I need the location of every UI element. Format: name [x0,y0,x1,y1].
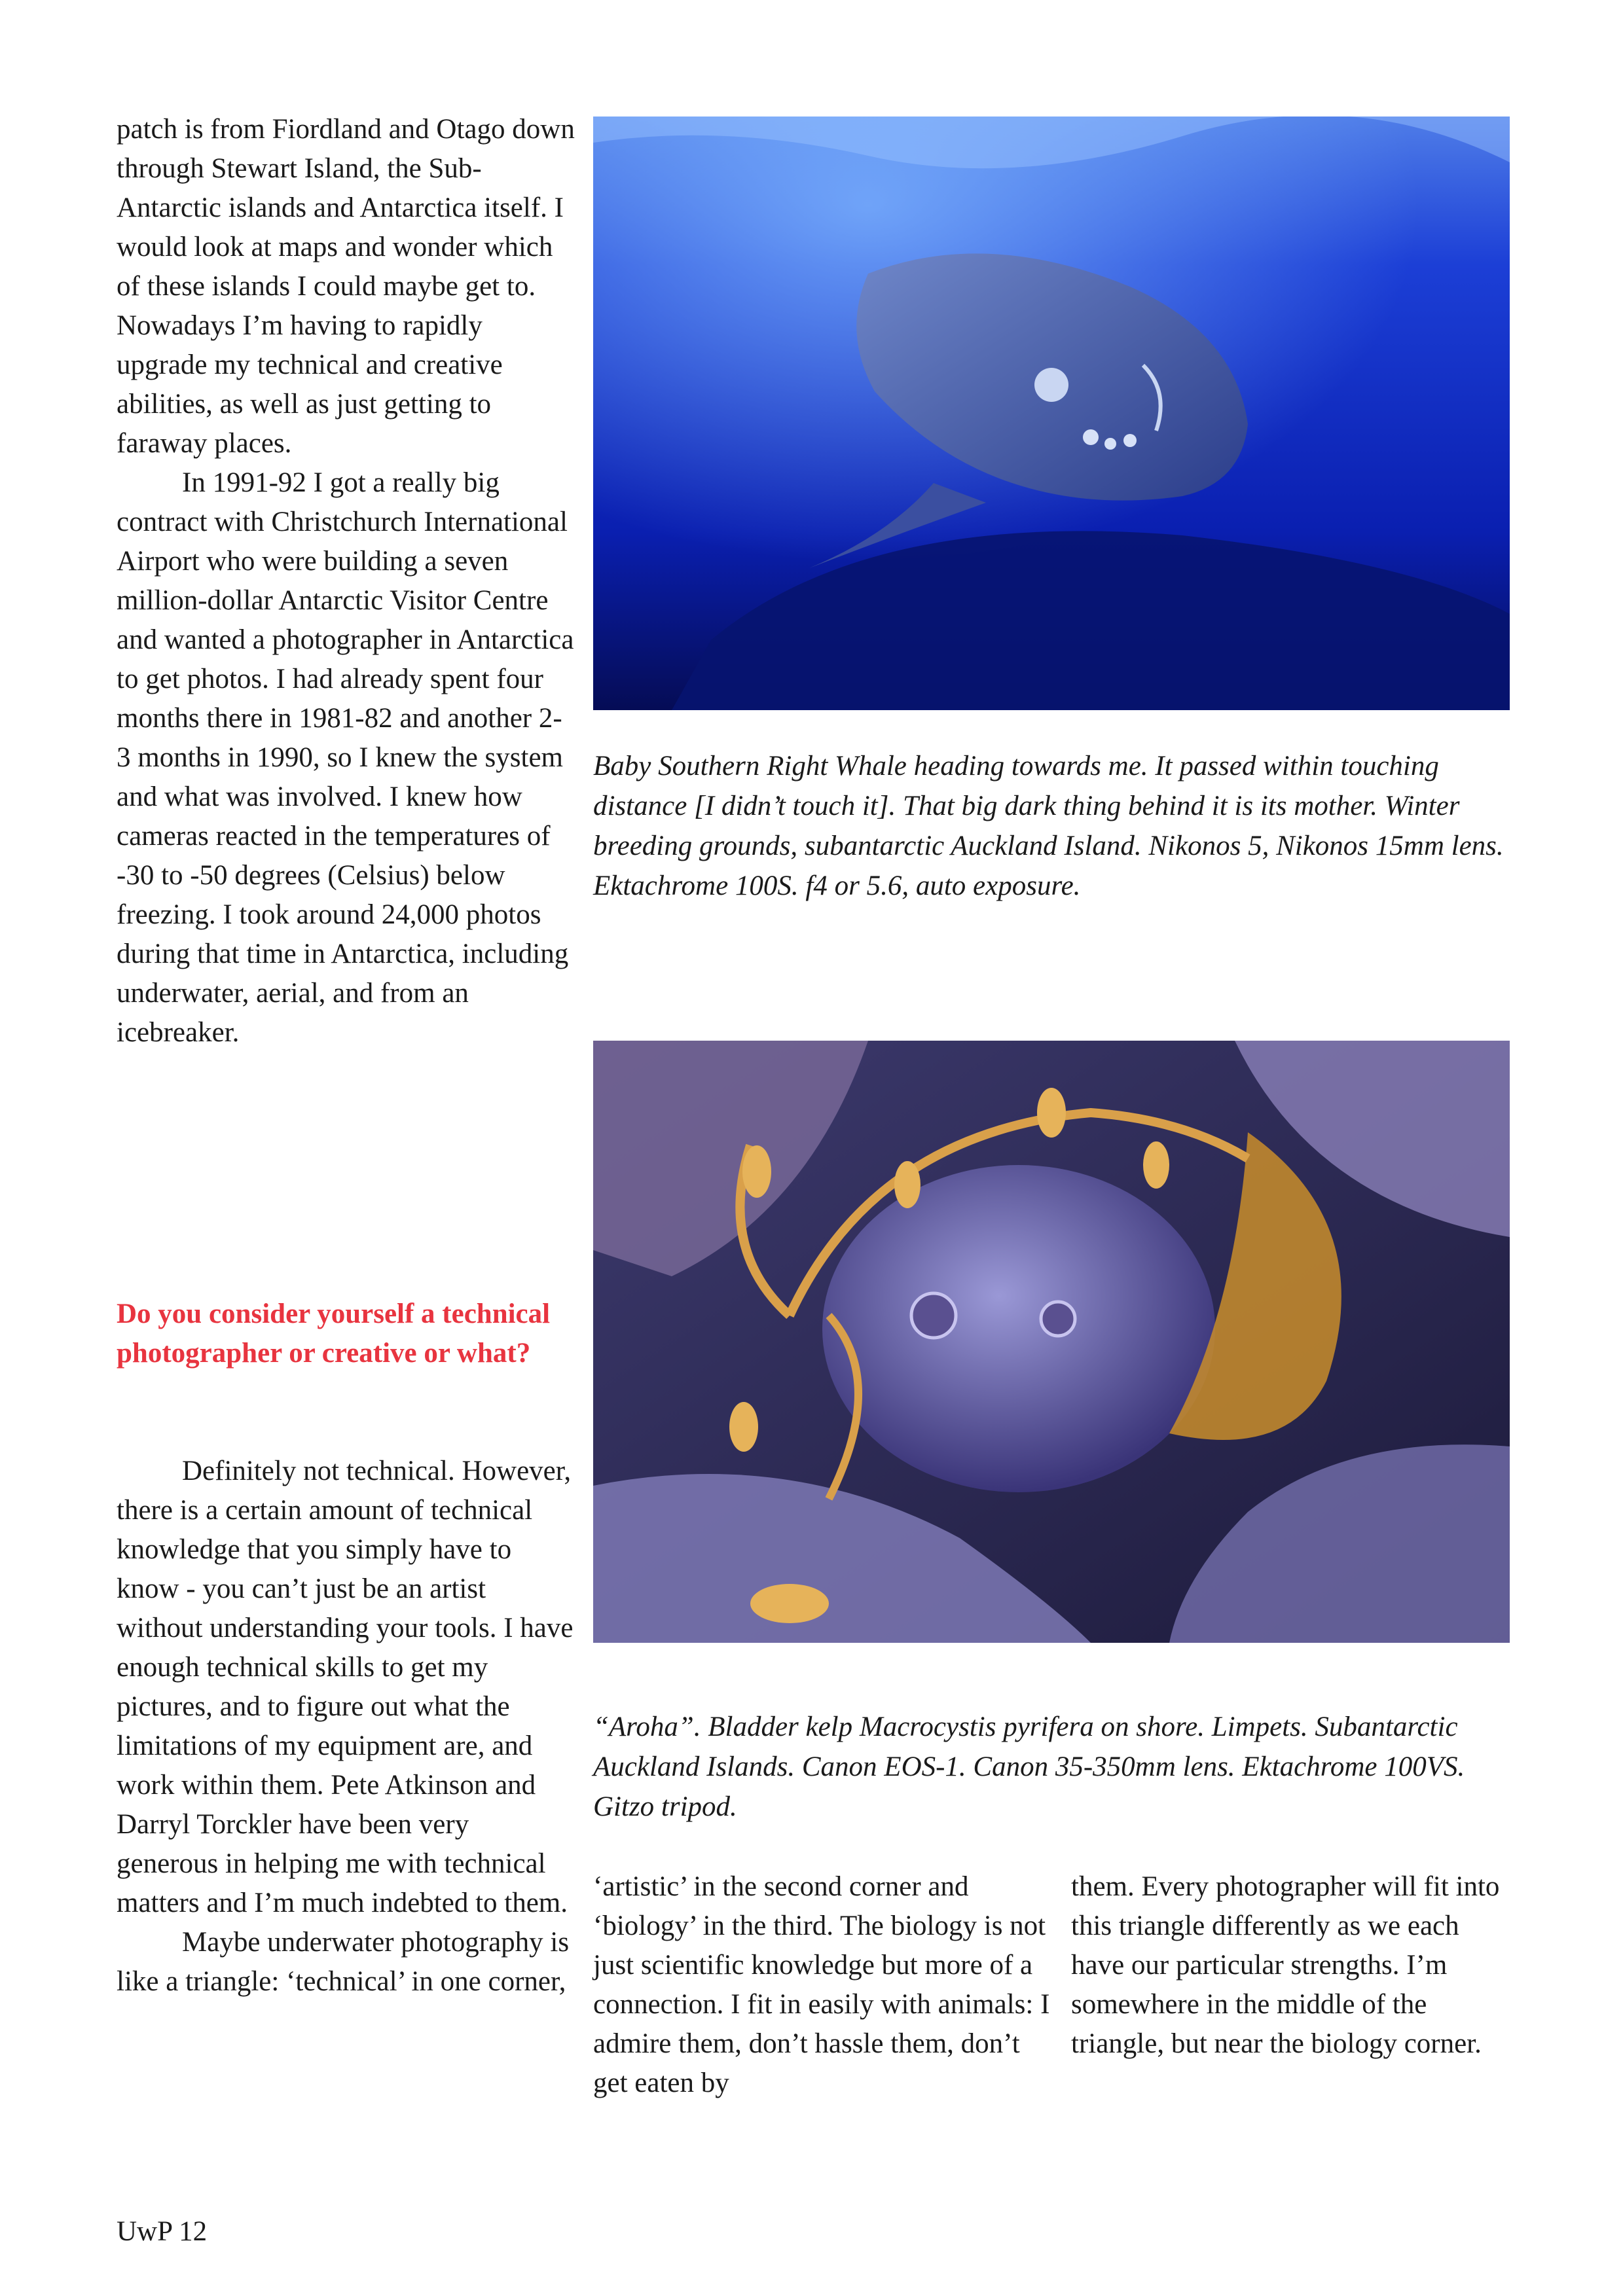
middle-column-text: ‘artistic’ in the second corner and ‘biology’ in the third. The biology is not just scientific knowledge but more of a connection. I fit in easily with animals: I admire them, don’t hassle them, don’t get eaten by [593,1871,1050,2098]
page-number: UwP 12 [117,2216,208,2247]
paragraph: In 1991-92 I got a really big contract with Christchurch International Airport who were building a seven million-dollar Antarctic Visitor Centre and wanted a photographer in Antarctica to get photos. I had already spent four months there in 1981-82 and another 2-3 months in 1990, so I knew the system and what was involved. I knew how cameras reacted in the temperatures of -30 to -50 degrees (Celsius) below freezing. I took around 24,000 photos during that time in Antarctica, including underwater, aerial, and from an icebreaker. [117,467,574,1048]
kelp-illustration [593,1041,1510,1643]
whale-photo-caption: Baby Southern Right Whale heading towards me. It passed within touching distance [I didn’t touch it]. That big dark thing behind it is its mother. Winter breeding grounds, subantarctic Auckland Island. Nikonos 5, Nikonos 15mm lens. Ektachrome 100S. f4 or 5.6, auto exposure. [593,751,1504,901]
kelp-photo [593,1041,1510,1643]
paragraph: Definitely not technical. However, there is a certain amount of technical knowledge that you simply have to know - you can’t just be an artist without understanding your tools. I have enough technical skills to get my pictures, and to figure out what the limitations of my equipment are, and work within them. Pete Atkinson and Darryl Torckler have been very generous in helping me with technical matters and I’m much indebted to them. [117,1456,574,1918]
paragraph: Maybe underwater photography is like a triangle: ‘technical’ in one corner, [117,1927,570,1997]
answer-column [117,1452,575,2001]
whale-photo [593,117,1510,710]
kelp-photo-caption: “Aroha”. Bladder kelp Macrocystis pyrifera on shore. Limpets. Subantarctic Auckland Islands. Canon EOS-1. Canon 35-350mm lens. Ektachrome 100VS. Gitzo tripod. [593,1712,1465,1822]
right-column-text: them. Every photographer will fit into this triangle differently as we each have our particular strengths. I’m somewhere in the middle of the triangle, but near the biology corner. [1071,1871,1500,2059]
whale-illustration [593,117,1510,710]
interview-question-heading: Do you consider yourself a technical photographer or creative or what? [117,1299,551,1369]
left-column [117,110,575,1052]
paragraph: patch is from Fiordland and Otago down through Stewart Island, the Sub-Antarctic islands and Antarctica itself. I would look at maps and wonder which of these islands I could maybe get to. Nowadays I’m having to rapidly upgrade my technical and creative abilities, as well as just getting to faraway places. [117,114,575,459]
